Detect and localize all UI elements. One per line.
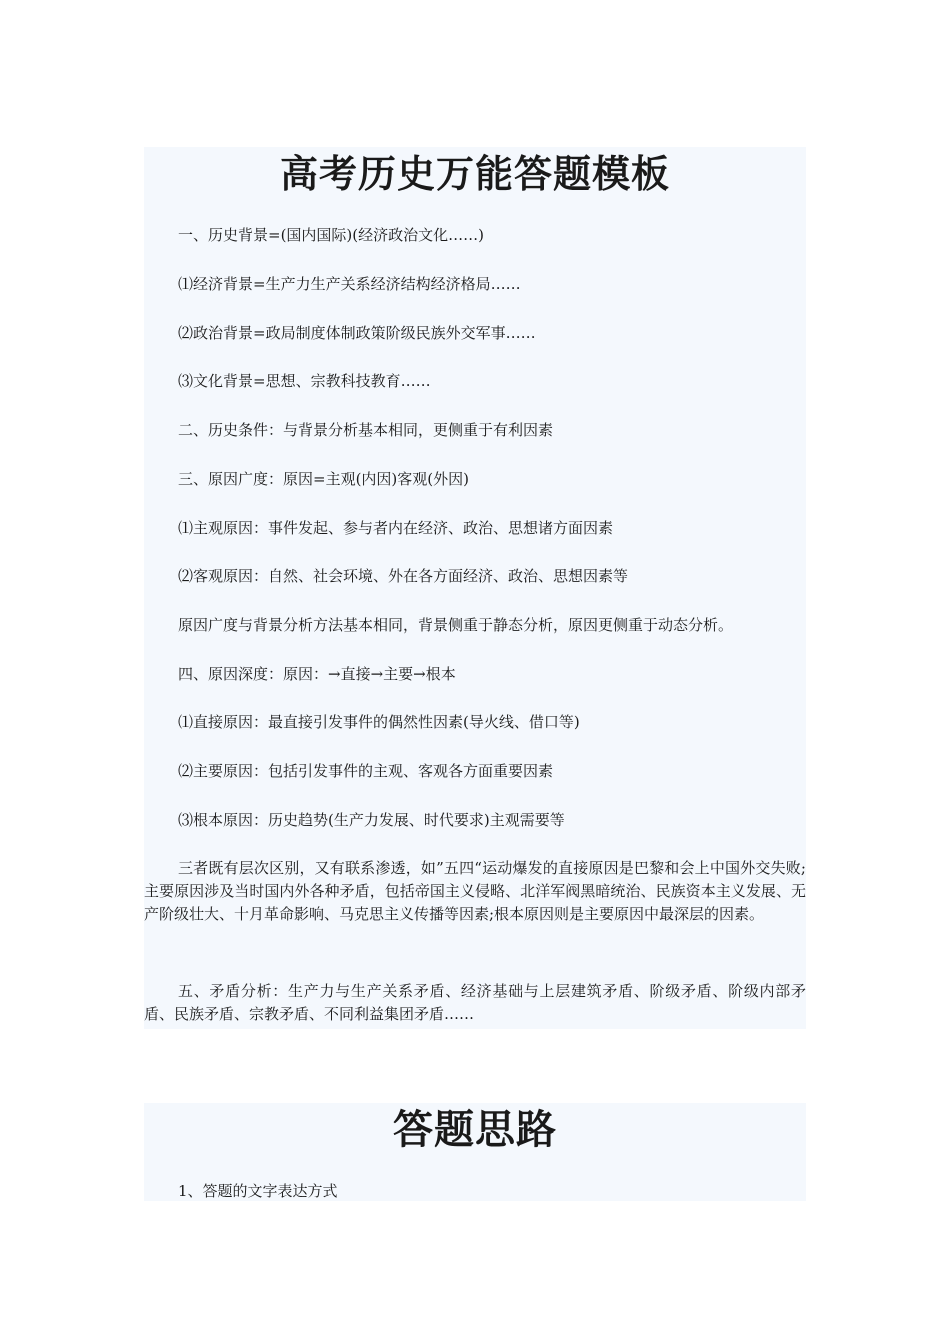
text-line: 二、历史条件：与背景分析基本相同，更侧重于有利因素 — [178, 421, 554, 439]
paragraph: 五、矛盾分析：生产力与生产关系矛盾、经济基础与上层建筑矛盾、阶级矛盾、阶级内部矛盾、民族矛盾、宗教矛盾、不同利益集团矛盾…… — [144, 982, 806, 1023]
text-line: ⑵主要原因：包括引发事件的主观、客观各方面重要因素 — [178, 762, 554, 780]
answer-approach-section — [144, 1103, 806, 1201]
text-line: 1、答题的文字表达方式 — [178, 1182, 338, 1200]
text-line: ⑴主观原因：事件发起、参与者内在经济、政治、思想诸方面因素 — [178, 519, 614, 537]
text-line: ⑴直接原因：最直接引发事件的偶然性因素(导火线、借口等) — [178, 713, 580, 731]
text-line: 三、原因广度：原因=主观(内因)客观(外因) — [178, 470, 469, 488]
text-line: ⑶文化背景=思想、宗教科技教育…… — [178, 372, 431, 390]
text-line: ⑶根本原因：历史趋势(生产力发展、时代要求)主观需要等 — [178, 811, 565, 829]
paragraph: 三者既有层次区别，又有联系渗透，如”五四“运动爆发的直接原因是巴黎和会上中国外交失败;主要原因涉及当时国内外各种矛盾，包括帝国主义侵略、北洋军阀黑暗统治、民族资本主义发展、无产阶级壮大、十月革命影响、马克思主义传播等因素;根本原因则是主要原因中最深层的因素。 — [144, 859, 806, 923]
page-title: 高考历史万能答题模板 — [279, 151, 670, 196]
text-line: 一、历史背景=(国内国际)(经济政治文化……) — [178, 226, 484, 244]
text-line: ⑵政治背景=政局制度体制政策阶级民族外交军事…… — [178, 324, 536, 342]
template-section — [144, 147, 806, 1029]
text-line: 四、原因深度：原因：→直接→主要→根本 — [178, 665, 456, 683]
section-title: 答题思路 — [393, 1106, 557, 1153]
text-line: ⑴经济背景=生产力生产关系经济结构经济格局…… — [178, 275, 521, 293]
text-line: ⑵客观原因：自然、社会环境、外在各方面经济、政治、思想因素等 — [178, 567, 629, 585]
text-line: 原因广度与背景分析方法基本相同，背景侧重于静态分析，原因更侧重于动态分析。 — [178, 616, 734, 634]
